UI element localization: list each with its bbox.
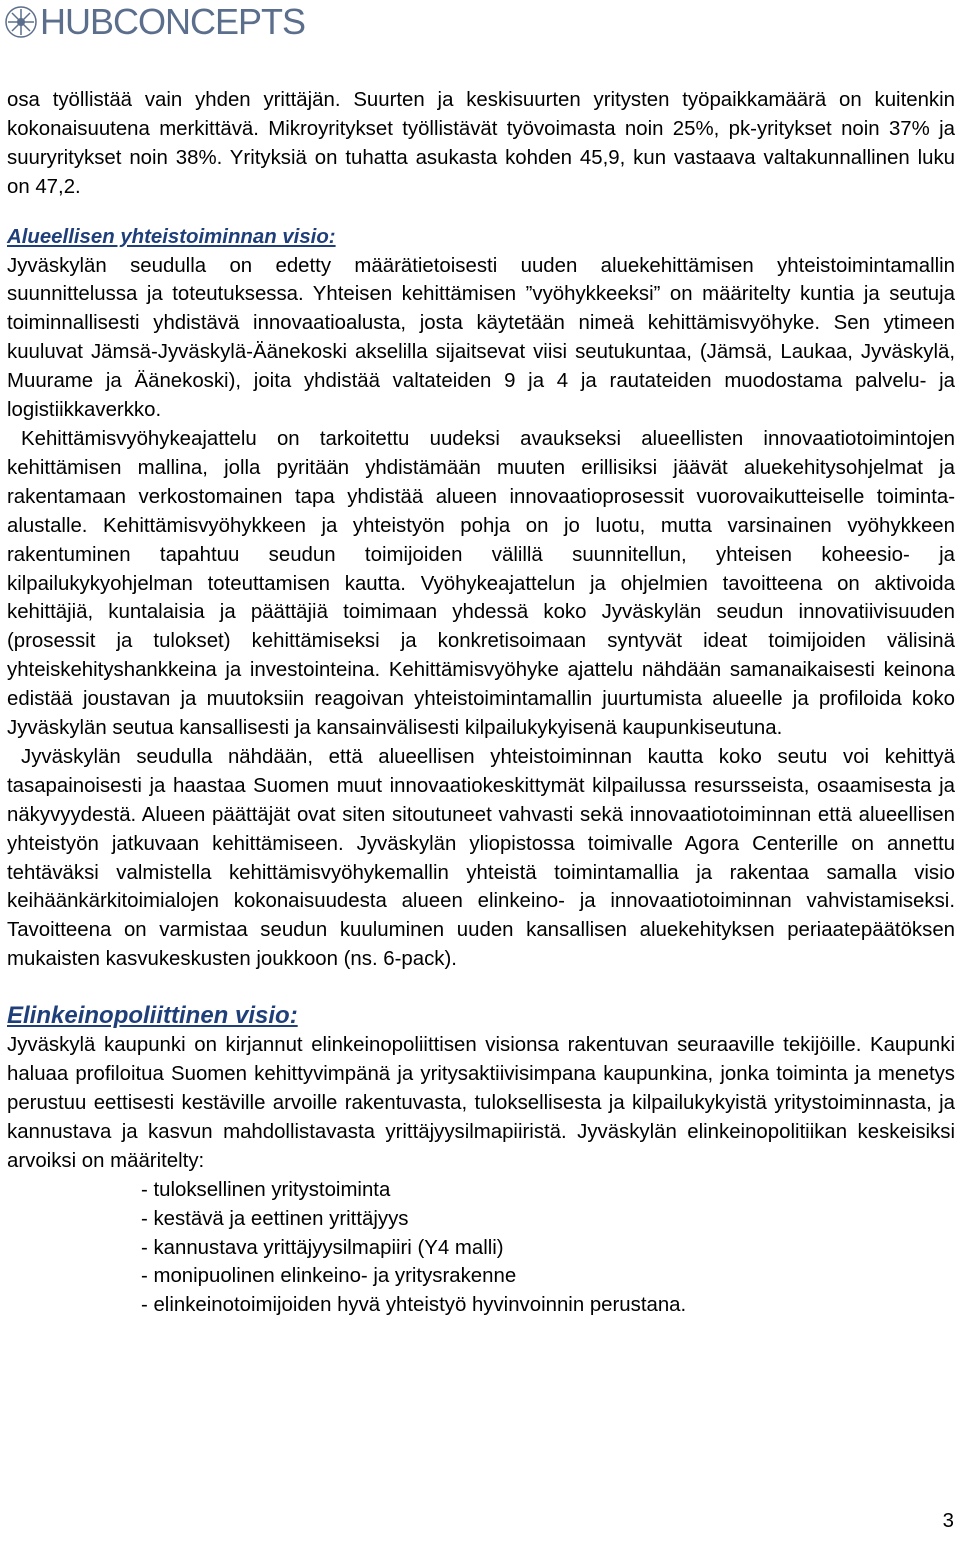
- business-paragraph-1: Jyväskylä kaupunki on kirjannut elinkeinopoliittisen visionsa rakentuvan seuraaville tekijöille. Kaupunki haluaa profiloitua Suomen kehittyvimpänä ja yritysaktiivisimpana kaupunkina, jonka toiminta ja menetys perustuu eettisesti kestäville arvoille rakentuvasta, tuloksellisesta ja kilpailukykyistä yritystoiminnasta, ja kannustava ja kasvun mahdollistavasta yrittäjyysilmapiiristä. Jyväskylän elinkeinopolitiikan keskeisiksi arvoiksi on määritelty:: [7, 1034, 955, 1172]
- logo-mark-icon: [4, 5, 38, 39]
- list-item: - kannustava yrittäjyysilmapiiri (Y4 malli): [141, 1236, 504, 1259]
- list-item: - kestävä ja eettinen yrittäjyys: [141, 1207, 409, 1230]
- list-item: - elinkeinotoimijoiden hyvä yhteistyö hyvinvoinnin perustana.: [141, 1294, 687, 1317]
- page-number: 3: [942, 1510, 954, 1532]
- logo-text: HUBCONCEPTS: [40, 1, 306, 42]
- hubconcepts-logo: [4, 0, 305, 44]
- regional-paragraph-2: Kehittämisvyöhykeajattelu on tarkoitettu uudeksi avaukseksi alueellisten innovaatiotoimintojen kehittämisen mallina, jolla pyritään yhdistämään muuten erillisiksi jäävät aluekehitysohjelmat ja rakentamaan verkostomainen tapa yhdistää alueen innovaatioprosessit vuorovaikutteiselle toiminta-alustalle. Kehittämisvyöhykkeen ja yhteistyön pohja on jo luotu, mutta varsinainen vyöhykkeen rakentuminen tapahtuu seudun toimijoiden välillä suunnitellun, yhteisen koheesio- ja kilpailukykyohjelman toteuttamisen kautta. Vyöhykeajattelun ja ohjelmien tavoitteena on aktivoida kehittäjiä, kuntalaisia ja päättäjiä toimimaan yhdessä koko Jyväskylän seudun innovatiivisuuden (prosessit ja tulokset) kehittämiseksi ja konkretisoimaan syntyvät ideat toimijoiden välisinä yhteiskehityshankkeina ja investointeina. Kehittämisvyöhyke ajattelu nähdään samanaikaisesti keinona edistää joustavan ja muutoksiin reagoivan yhteistoimintamallin juurtumista alueelle ja profiloida koko Jyväskylän seutua kansallisesti ja kansainvälisesti kilpailukykyisenä kaupunkiseutuna.: [7, 427, 955, 740]
- document-body: [7, 86, 955, 1320]
- regional-paragraph-1: Jyväskylän seudulla on edetty määrätietoisesti uuden aluekehittämisen yhteistoimintamallin suunnittelussa ja toteutuksessa. Yhteisen kehittämisen ”vyöhykkeeksi” on määritelty kuntia ja seutuja toiminnallisesti yhdistävä innovaatioalusta, josta käytetään nimeä kehittämisvyöhyke. Sen ytimeen kuuluvat Jämsä-Jyväskylä-Äänekoski akselilla sijaitsevat viisi seutukuntaa, (Jämsä, Laukaa, Jyväskylä, Muurame ja Äänekoski), joita yhdistää valtateiden 9 ja 4 ja rautateiden muodostama palvelu- ja logistiikkaverkko.: [7, 254, 955, 422]
- list-item: - monipuolinen elinkeino- ja yritysrakenne: [141, 1265, 517, 1288]
- intro-paragraph: osa työllistää vain yhden yrittäjän. Suurten ja keskisuurten yritysten työpaikkamäärä on kuitenkin kokonaisuutena merkittävä. Mikroyritykset työllistävät työvoimasta noin 25%, pk-yritykset noin 37% ja suuryritykset noin 38%. Yrityksiä on tuhatta asukasta kohden 45,9, kun vastaava valtakunnallinen luku on 47,2.: [7, 89, 955, 198]
- regional-paragraph-3: Jyväskylän seudulla nähdään, että alueellisen yhteistoiminnan kautta koko seutu voi kehittyä tasapainoisesti ja haastaa Suomen muut innovaatiokeskittymät kilpailussa resursseista, osaamisesta ja näkyvyydestä. Alueen päättäjät ovat siten sitoutuneet vahvasti sekä innovaatiotoiminnan että alueellisen yhteistyön jatkuvaan kehittämiseen. Jyväskylän yliopistossa toimivalle Agora Centerille on annettu tehtäväksi valmistella kehittämisvyöhykemallin yhteistä toimintamallia ja rakentaa samalla visio keihäänkärkitoimialojen kokonaisuudesta alueen elinkeino- ja innovaatiotoiminnan vahvistamiseksi. Tavoitteena on varmistaa seudun kuuluminen uuden kansallisen aluekehityksen periaatepäätöksen mukaisten kasvukeskusten joukkoon (ns. 6-pack).: [7, 745, 955, 971]
- regional-vision-heading: Alueellisen yhteistoiminnan visio:: [7, 225, 336, 248]
- list-item: - tuloksellinen yritystoiminta: [141, 1178, 391, 1201]
- business-vision-heading: Elinkeinopoliittinen visio:: [7, 1002, 298, 1030]
- values-list: [7, 1176, 955, 1321]
